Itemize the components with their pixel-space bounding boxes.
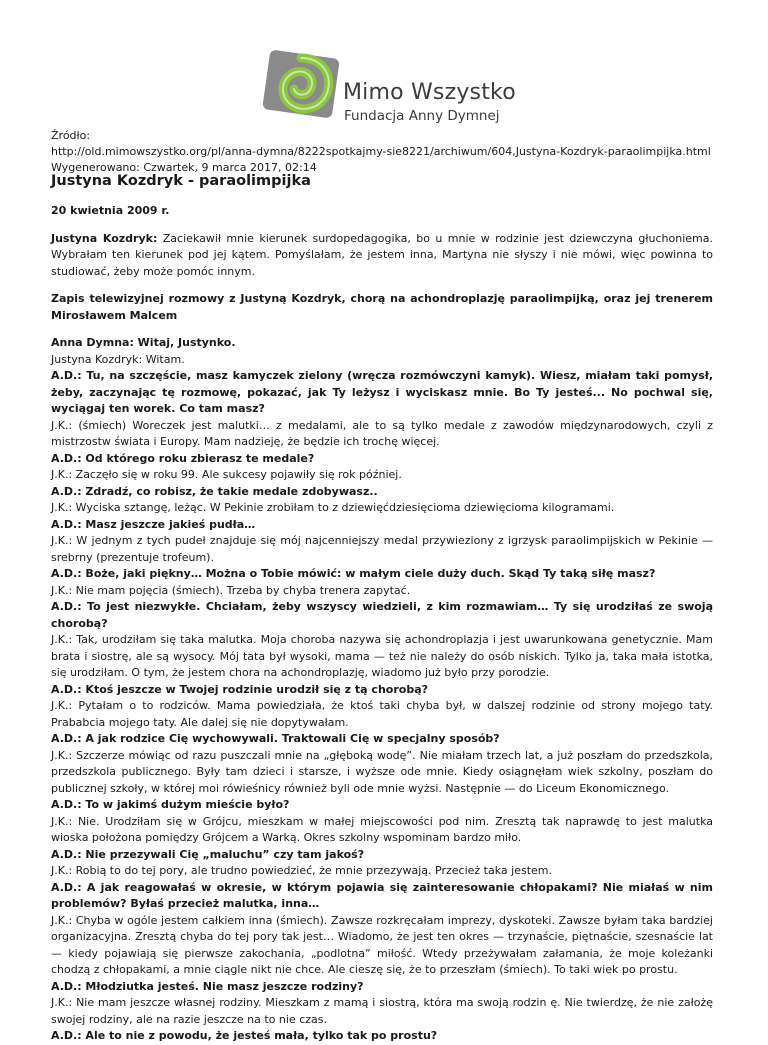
header [0, 0, 768, 125]
interview-question: A.D.: Młodziutka jesteś. Nie masz jeszcze rodziny? [51, 979, 364, 993]
interview-question: A.D.: Nie przezywali Cię „maluchu” czy tam jakoś? [51, 847, 365, 861]
interview-question: A.D.: To w jakimś dużym mieście było? [51, 798, 290, 811]
logo-title: Mimo Wszystko [343, 80, 516, 105]
interview-question: A.D.: Boże, jaki piękny… Można o Tobie mówić: w małym ciele duży duch. Skąd Ty taką siłę masz? [51, 567, 656, 580]
interview-answer: J.K.: (śmiech) Woreczek jest malutki… z medalami, ale to są tylko medale z zawodów międzynarodowych, czyli z mistrzostw świata i Europy. Mam nadzieję, że będzie ich trochę więcej. [51, 418, 713, 448]
interview-answer: J.K.: Zaczęło się w roku 99. Ale sukcesy pojawiły się rok później. [51, 468, 402, 481]
interview-question: A.D.: Ktoś jeszcze w Twojej rodzinie urodził się z tą chorobą? [51, 682, 428, 696]
interview-answer: J.K.: Pytałam o to rodziców. Mama powiedziała, że ktoś taki chyba był, w dalszej rodzinie od strony mojego taty. Prababcia mojego taty. Ale dalej się nie dopytywałam. [51, 699, 713, 729]
spiral-logo-icon [262, 48, 340, 120]
interview-answer: J.K.: Nie mam pojęcia (śmiech). Trzeba by chyba trenera zapytać. [51, 583, 411, 597]
source-label: Źródło: [51, 129, 91, 142]
document-meta [51, 128, 731, 176]
intro-paragraph [51, 231, 713, 281]
interview-answer: J.K.: Chyba w ogóle jestem całkiem inna (śmiech). Zawsze rozkręcałam imprezy, dyskoteki. Zawsze byłam taka bardziej organizacyjna. Zresztą chyba do tej pory tak jest… Wiadomo, że jest ten okres — trzynaście, piętnaście, szesnaście lat — kiedy pojawiają się pierwsze zakochania, „podlotna” miłość. Wtedy przeżywałam załamania, że moje koleżanki chodzą z chłopakami, a mnie ciągle nikt nie chce. Ale cieszę się, że to przeszłam (śmiech). To taki wiek po prostu. [51, 913, 713, 976]
interview-answer: J.K.: Wyciska sztangę, leżąc. W Pekinie zrobiłam to z dziewięćdziesięcioma dziewięcioma kilogramami. [51, 501, 615, 514]
interview-answer: Justyna Kozdryk: Witam. [51, 352, 185, 366]
interview-question: Anna Dymna: Witaj, Justynko. [51, 336, 236, 349]
interview-answer: J.K.: W jednym z tych pudeł znajduje się mój najcenniejszy medal przywieziony z igrzysk paraolimpijskich w Pekinie —srebrny (prezentuje trofeum). [51, 534, 713, 564]
interview-question: A.D.: A jak reagowałaś w okresie, w którym pojawia się zainteresowanie chłopakami? Nie miałaś w nim problemów? Byłaś przecież malutka, inna… [51, 880, 713, 910]
interview-question: A.D.: Masz jeszcze jakieś pudła… [51, 517, 256, 531]
interview-answer: J.K.: Szczerze mówiąc od razu puszczali mnie na „głęboką wodę”. Nie miałam trzech lat, a już poszłam do przedszkola, przedszkola publicznego. Były tam dzieci i starsze, i wyższe ode mnie. Kiedy osiągnęłam wiek szkolny, poszłam do publicznej szkoły, w której moi rówieśnicy również byli ode mnie wyżsi. Następnie — do Liceum Ekonomicznego. [51, 748, 713, 795]
article-title: Justyna Kozdryk - paraolimpijka [51, 173, 311, 189]
interview-question: A.D.: Zdradź, co robisz, że takie medale zdobywasz.. [51, 484, 378, 498]
interview-answer: J.K.: Tak, urodziłam się taka malutka. Moja choroba nazywa się achondroplazja i jest uwarunkowana genetycznie. Mam brata i siostrę, ale są wysocy. Mój tata był wysoki, mama — też nie należy do osób niskich. Tylko ja, taka mała istotka, się urodziłam. O tym, że jestem chora na achondroplazję, wiadomo już było przy porodzie. [51, 633, 713, 679]
generated-date: Wygenerowano: Czwartek, 9 marca 2017, 02:14 [51, 161, 317, 174]
source-url[interactable]: http://old.mimowszystko.org/pl/anna-dymna/8222spotkajmy-sie8221/archiwum/604,Justyna-Kozdryk-paraolimpijka.html [51, 145, 711, 158]
article-summary: Zapis telewizyjnej rozmowy z Justyną Kozdryk, chorą na achondroplazję paraolimpijką, oraz jej trenerem Mirosławem Malcem [51, 292, 713, 322]
logo-subtitle: Fundacja Anny Dymnej [344, 108, 500, 124]
interview-answer: J.K.: Nie mam jeszcze własnej rodziny. Mieszkam z mamą i siostrą, która ma swoją rodzin ę. Nie twierdzę, że nie założę swojej rodziny, ale na razie jeszcze na to nie czas. [51, 996, 713, 1026]
interview-answer: J.K.: Nie. Urodziłam się w Grójcu, mieszkam w małej miejscowości pod nim. Zresztą tak naprawdę to jest malutka wioska położona pomiędzy Grójcem a Warką. Okres szkolny wspominam bardzo miło. [51, 814, 713, 844]
article-body [51, 203, 713, 1045]
article-date: 20 kwietnia 2009 r. [51, 204, 170, 217]
interview-question: A.D.: Tu, na szczęście, masz kamyczek zielony (wręcza rozmówczyni kamyk). Wiesz, miałam taki pomysł, żeby, zaczynając tę rozmowę, pokazać, jak Ty leżysz i wyciskasz mnie. Bo Ty jesteś... No pochwal się, wyciągaj ten worek. Co tam masz? [51, 369, 713, 415]
interview-question: A.D.: A jak rodzice Cię wychowywali. Traktowali Cię w specjalny sposób? [51, 732, 500, 745]
interview-answer: J.K.: Robią to do tej pory, ale trudno powiedzieć, że mnie przezywają. Przecież taka jestem. [51, 864, 552, 877]
intro-text: Zaciekawił mnie kierunek surdopedagogika, bo u mnie w rodzinie jest dziewczyna głuchoniema. Wybrałam ten kierunek pod jej kątem. Pomyślałam, że jestem inna, Martyna nie słyszy i nie mówi, więc powinna to studiować, żeby może pomóc innym. [51, 231, 713, 278]
intro-speaker: Justyna Kozdryk: [51, 231, 158, 245]
interview-question: A.D.: Ale to nie z powodu, że jesteś mała, tylko tak po prostu? [51, 1029, 438, 1042]
interview-question: A.D.: Od którego roku zbierasz te medale? [51, 451, 315, 465]
interview-question: A.D.: To jest niezwykłe. Chciałam, żeby wszyscy wiedzieli, z kim rozmawiam… Ty się urodziłaś ze swoją chorobą? [51, 600, 713, 630]
